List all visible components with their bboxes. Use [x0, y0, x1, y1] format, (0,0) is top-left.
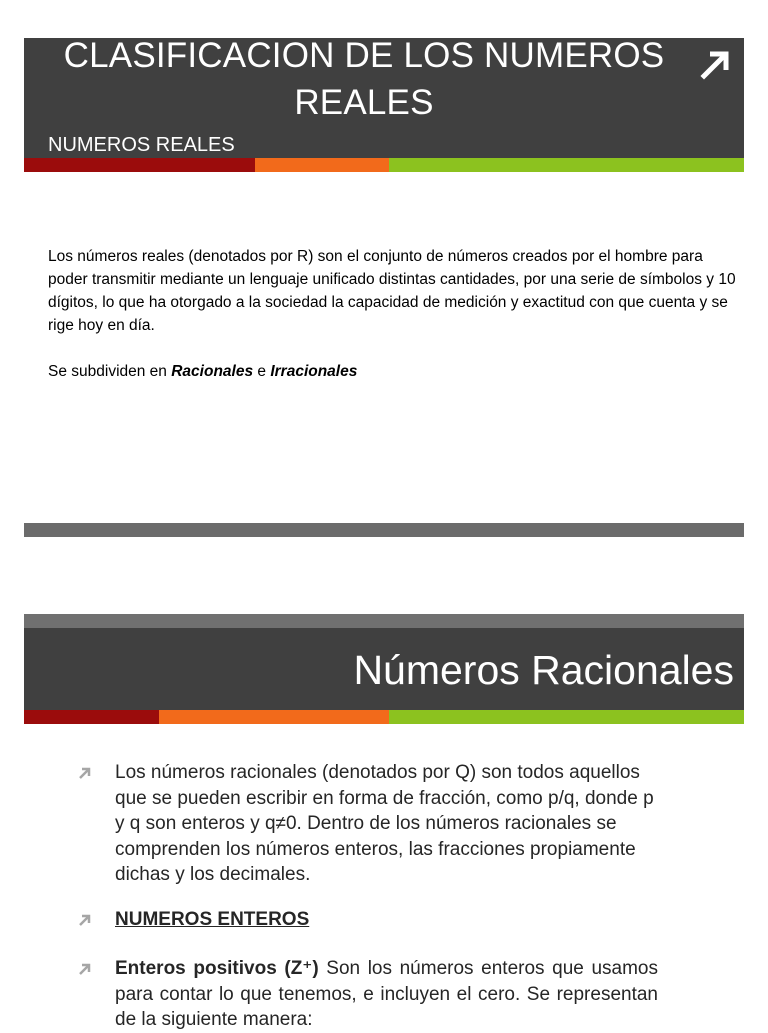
- stripe-green: [389, 158, 744, 172]
- enteros-positivos-term: Enteros positivos (Z⁺): [115, 958, 319, 979]
- slide1-title-line2: REALES: [294, 83, 434, 122]
- stripe-red: [24, 158, 255, 172]
- irracionales-term: Irracionales: [270, 363, 358, 380]
- bullet-racionales-text: Los números racionales (denotados por Q) son todos aquellos que se pueden escribir en forma de fracción, como p/q, donde p y q son enteros y q≠0. Dentro de los números racionales se comprenden los números enteros, las fracciones propiamente dichas y los decimales.: [115, 762, 654, 885]
- bullet-arrow-icon: [78, 913, 92, 927]
- subdivide-prefix: Se subdividen en: [48, 363, 172, 380]
- slide1-paragraph: Los números reales (denotados por R) son el conjunto de números creados por el hombre para poder transmitir mediante un lenguaje unificado distintas cantidades, por una serie de símbolos y 10 dígitos, lo que ha otorgado a la sociedad la capacidad de medición y exactitud con que cuenta y se rige hoy en día.: [48, 248, 736, 334]
- stripe-green: [389, 710, 744, 724]
- bullet-numeros-enteros: [78, 907, 658, 933]
- slide1-title: [24, 38, 704, 126]
- slide1-title-line1: CLASIFICACION DE LOS NUMEROS: [63, 38, 665, 75]
- racionales-term: Racionales: [171, 363, 254, 380]
- slide-divider: [24, 523, 744, 537]
- slide1-subdivide-line: [48, 360, 738, 383]
- slide1-subtitle: NUMEROS REALES: [48, 134, 235, 156]
- subdivide-e: e: [253, 363, 271, 380]
- bullet-enteros-positivos: [78, 956, 658, 1033]
- slide1-header: [24, 38, 744, 158]
- slide2-header: [24, 614, 744, 710]
- enteros-positivos-desc: Son los números enteros que usamos para contar lo que tenemos, e incluyen el cero. Se representan de la siguiente manera:: [115, 958, 658, 1030]
- arrow-up-right-icon: [696, 44, 736, 84]
- stripe-orange: [159, 710, 389, 724]
- numeros-enteros-heading: NUMEROS ENTEROS: [115, 909, 310, 930]
- slide2-top-bar: [24, 614, 744, 628]
- bullet-enteros-positivos-text: [115, 956, 658, 1033]
- stripe-orange: [255, 158, 389, 172]
- bullet-racionales-def: [78, 760, 658, 888]
- bullet-arrow-icon: [78, 962, 92, 976]
- bullet-arrow-icon: [78, 766, 92, 780]
- bullet-numeros-enteros-label: [115, 907, 658, 933]
- slide2-title: Números Racionales: [353, 647, 734, 693]
- stripe-red: [24, 710, 159, 724]
